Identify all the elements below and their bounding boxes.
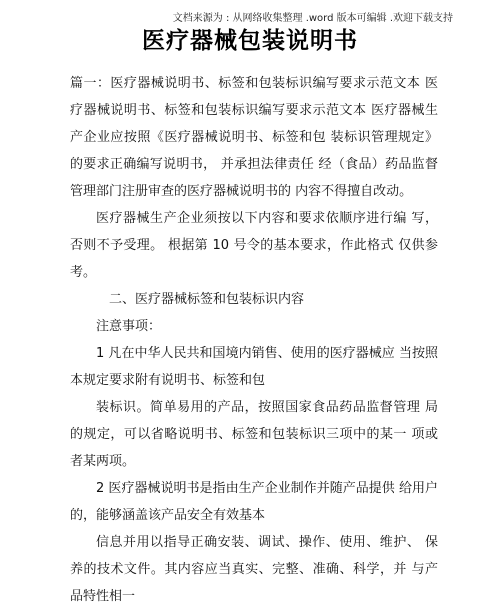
note-item-1-cont: 装标识。简单易用的产品，按照国家食品药品监督管理 局的规定，可以省略说明书、标签和包装标识三项中的某一 项或者某两项。 [70,400,438,469]
notes-heading: 注意事项： [96,319,162,334]
section-heading: 二、医疗器械标签和包装标识内容 [109,292,305,307]
note-item-2-cont: 信息并用以指导正确安装、调试、操作、使用、维护、 保养的技术文件。其内容应当真实、完整、准确、科学，并 与产品特性相一 [70,535,438,604]
paragraph-intro: 篇一：医疗器械说明书、标签和包装标识编写要求示范文本 医疗器械说明书、标签和包装标识编写要求示范文本 医疗器械生产企业应按照《医疗器械说明书、标签和包 装标识管理规定》 的要求正确编写说明书， 并承担法律责任 经（食品）药品监督管理部门注册审查的医疗器械说明书的 内容不得擅自改动。 [70,76,438,199]
document-body [70,70,438,610]
source-note: 文档来源为 : 从网络收集整理 .word 版本可编辑 .欢迎下载支持 [172,13,453,24]
paragraph-requirements: 医疗器械生产企业须按以下内容和要求依顺序进行编 写，否则不予受理。 根据第 10 号令的基本要求，作此格式 仅供参考。 [70,211,438,280]
note-item-1: 1 凡在中华人民共和国境内销售、使用的医疗器械应 当按照本规定要求附有说明书、标签和包 [70,346,438,388]
note-item-2: 2 医疗器械说明书是指由生产企业制作并随产品提供 给用户的，能够涵盖该产品安全有效基本 [70,481,438,523]
page-title: 医疗器械包装说明书 [142,28,358,54]
